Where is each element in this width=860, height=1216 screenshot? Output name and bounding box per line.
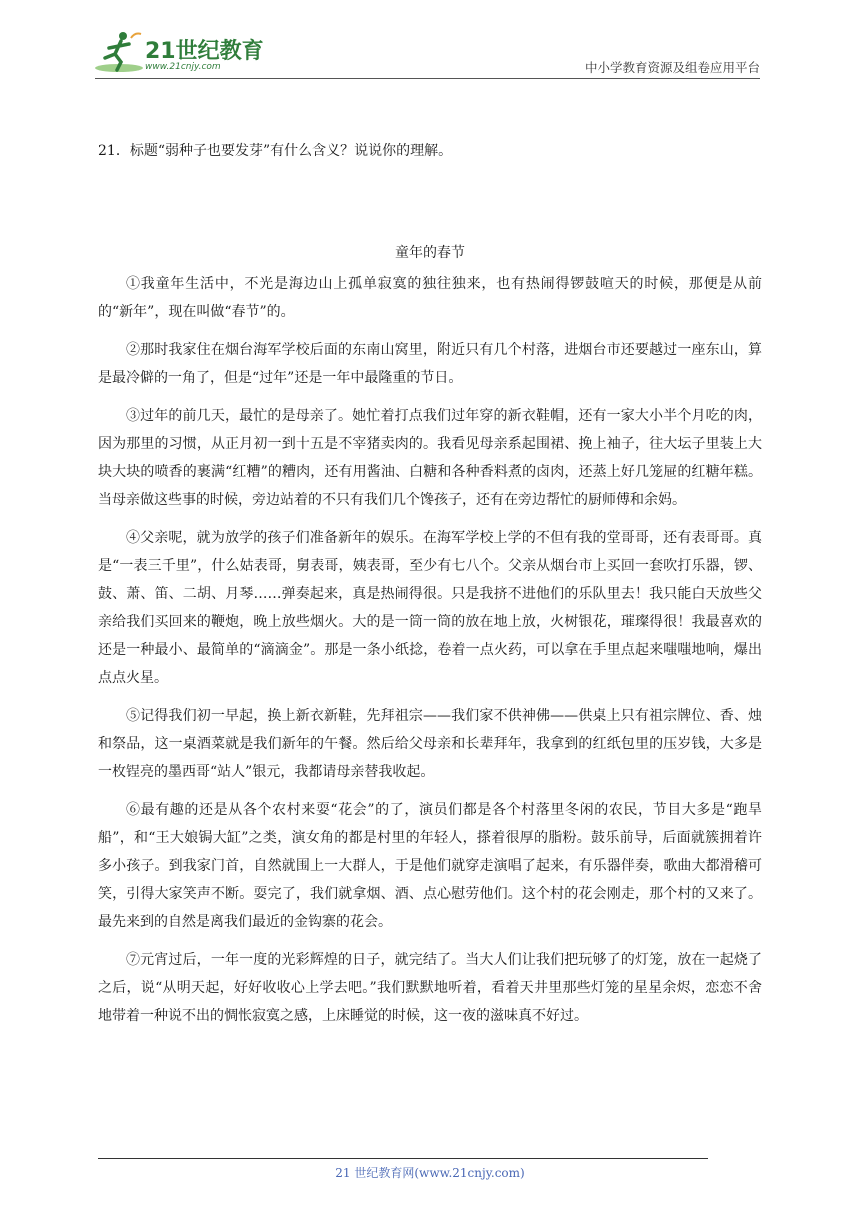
- question-21: 21．标题“弱种子也要发芽”有什么含义？说说你的理解。: [98, 143, 453, 159]
- paragraph: ⑤记得我们初一早起，换上新衣新鞋，先拜祖宗——我们家不供神佛——供桌上只有祖宗牌位、香、烛和祭品，这一桌酒菜就是我们新年的午餐。然后给父母亲和长辈拜年，我拿到的红纸包里的压岁钱，大多是一枚锃亮的墨西哥“站人”银元，我都请母亲替我收起。: [98, 708, 762, 780]
- paragraph: ②那时我家住在烟台海军学校后面的东南山窝里，附近只有几个村落，进烟台市还要越过一座东山，算是最冷僻的一角了，但是“过年”还是一年中最隆重的节日。: [98, 342, 762, 386]
- paragraph: ③过年的前几天，最忙的是母亲了。她忙着打点我们过年穿的新衣鞋帽，还有一家大小半个月吃的肉，因为那里的习惯，从正月初一到十五是不宰猪卖肉的。我看见母亲系起围裙、挽上袖子，往大坛子里装上大块大块的喷香的裹满“红糟”的糟肉，还有用酱油、白糖和各种香料煮的卤肉，还蒸上好几笼屉的红糖年糕。当母亲做这些事的时候，旁边站着的不只有我们几个馋孩子，还有在旁边帮忙的厨师傅和余妈。: [98, 408, 762, 508]
- paragraph: ⑦元宵过后，一年一度的光彩辉煌的日子，就完结了。当大人们让我们把玩够了的灯笼，放在一起烧了之后，说“从明天起，好好收收心上学去吧。”我们默默地听着，看着天井里那些灯笼的星星余烬，恋恋不舍地带着一种说不出的惆怅寂寞之感，上床睡觉的时候，这一夜的滋味真不好过。: [98, 952, 762, 1024]
- article-body: [98, 270, 762, 1040]
- logo-url: www.21cnjy.com: [145, 62, 221, 72]
- paragraph: ④父亲呢，就为放学的孩子们准备新年的娱乐。在海军学校上学的不但有我的堂哥哥，还有表哥哥。真是“一表三千里”，什么姑表哥，舅表哥，姨表哥，至少有七八个。父亲从烟台市上买回一套吹打乐器，锣、鼓、萧、笛、二胡、月琴……弹奏起来，真是热闹得很。只是我挤不进他们的乐队里去！我只能白天放些父亲给我们买回来的鞭炮，晚上放些烟火。大的是一筒一筒的放在地上放，火树银花，璀璨得很！我最喜欢的还是一种最小、最简单的“滴滴金”。那是一条小纸捻，卷着一点火药，可以拿在手里点起来嗤嗤地响，爆出点点火星。: [98, 530, 762, 686]
- site-name: 中小学教育资源及组卷应用平台: [584, 60, 760, 75]
- article-title: 童年的春节: [395, 245, 465, 261]
- header-divider: [95, 78, 760, 79]
- page-header: [95, 28, 760, 80]
- paragraph: ⑥最有趣的还是从各个农村来耍“花会”的了，演员们都是各个村落里冬闲的农民，节目大多是“跑旱船”，和“王大娘锔大缸”之类，演女角的都是村里的年轻人，搽着很厚的脂粉。鼓乐前导，后面就簇拥着许多小孩子。到我家门首，自然就围上一大群人，于是他们就穿走演唱了起来，有乐器伴奏，歌曲大都滑稽可笑，引得大家笑声不断。耍完了，我们就拿烟、酒、点心慰劳他们。这个村的花会刚走，那个村的又来了。最先来到的自然是离我们最近的金钩寨的花会。: [98, 802, 762, 930]
- footer-divider: [98, 1158, 708, 1159]
- paragraph: ①我童年生活中，不光是海边山上孤单寂寞的独往独来，也有热闹得锣鼓喧天的时候，那便是从前的“新年”，现在叫做“春节”的。: [98, 276, 762, 320]
- footer-link[interactable]: 21 世纪教育网(www.21cnjy.com): [335, 1166, 525, 1180]
- logo-text: 21世纪教育: [145, 39, 264, 64]
